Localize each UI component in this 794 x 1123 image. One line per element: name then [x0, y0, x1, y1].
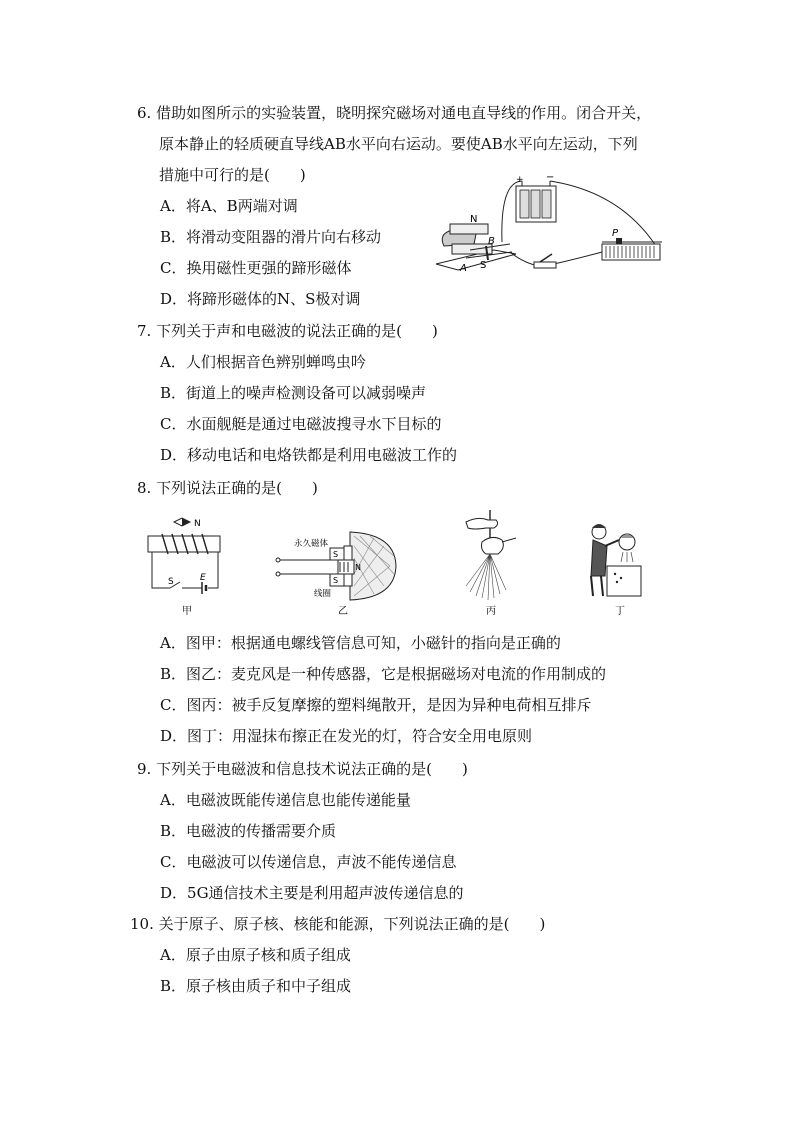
question-7-option-d: D．移动电话和电烙铁都是利用电磁波工作的: [160, 446, 458, 464]
question-9-option-d: D．5G通信技术主要是利用超声波传递信息的: [160, 884, 464, 902]
question-6-line-3: 措施中可行的是( ): [159, 166, 306, 184]
b-end-label: B: [488, 236, 495, 247]
figure-ding-wiping-lamp: [585, 516, 645, 620]
question-6-apparatus-figure: [430, 172, 680, 277]
yi-magnet-label: 永久磁体: [294, 539, 329, 549]
question-8-option-a: A．图甲：根据通电螺线管信息可知，小磁针的指向是正确的: [160, 634, 561, 652]
plus-label: +: [516, 175, 524, 185]
question-8-option-b: B．图乙：麦克风是一种传感器，它是根据磁场对电流的作用制成的: [160, 665, 607, 683]
jia-s-label: S: [168, 577, 174, 587]
yi-n-mid: N: [355, 563, 361, 572]
minus-label: −: [546, 172, 555, 183]
question-10-stem: 10. 关于原子、原子核、核能和能源，下列说法正确的是( ): [130, 915, 546, 933]
question-6-option-c: C．换用磁性更强的蹄形磁体: [160, 259, 352, 277]
question-7-option-a: A．人们根据音色辨别蝉鸣虫吟: [160, 353, 366, 371]
question-7-option-c: C．水面舰艇是通过电磁波搜寻水下目标的: [160, 415, 442, 433]
question-9-option-a: A．电磁波既能传递信息也能传递能量: [160, 791, 411, 809]
n-pole-label: N: [470, 214, 478, 225]
figure-bing-plastic-rope: [460, 506, 520, 620]
question-10-option-b: B．原子核由质子和中子组成: [160, 977, 352, 995]
jia-n-label: N: [194, 519, 201, 529]
yi-s-bottom: S: [333, 576, 339, 585]
question-7-option-b: B．街道上的噪声检测设备可以减弱噪声: [160, 384, 427, 402]
question-8-option-c: C．图丙：被手反复摩擦的塑料绳散开，是因为异种电荷相互排斥: [160, 696, 592, 714]
question-8-option-d: D．图丁：用湿抹布擦正在发光的灯，符合安全用电原则: [160, 727, 533, 745]
question-8-stem: 8. 下列说法正确的是( ): [137, 479, 318, 497]
yi-s-top: S: [333, 550, 339, 559]
question-9-stem: 9. 下列关于电磁波和信息技术说法正确的是( ): [137, 760, 468, 778]
question-6-option-a: A．将A、B两端对调: [160, 197, 298, 215]
bing-caption: 丙: [486, 606, 496, 617]
question-6-line-1: 6. 借助如图所示的实验装置，晓明探究磁场对通电直导线的作用。闭合开关，: [137, 104, 652, 122]
question-9-option-c: C．电磁波可以传递信息，声波不能传递信息: [160, 853, 457, 871]
question-6-line-2: 原本静止的轻质硬直导线AB水平向右运动。要使AB水平向左运动，下列: [159, 135, 638, 153]
a-end-label: A: [460, 263, 467, 274]
question-9-option-b: B．电磁波的传播需要介质: [160, 822, 337, 840]
p-slider-label: P: [612, 228, 619, 239]
jia-e-label: E: [200, 573, 206, 583]
question-6-option-b: B．将滑动变阻器的滑片向右移动: [160, 228, 382, 246]
jia-caption: 甲: [182, 606, 192, 617]
yi-coil-label: 线圈: [314, 589, 332, 599]
question-7-stem: 7. 下列关于声和电磁波的说法正确的是( ): [137, 322, 438, 340]
yi-caption: 乙: [338, 606, 348, 617]
ding-caption: 丁: [615, 606, 625, 617]
s-pole-label: S: [480, 260, 487, 271]
question-10-option-a: A．原子由原子核和质子组成: [160, 946, 351, 964]
question-6-option-d: D．将蹄形磁体的N、S极对调: [160, 290, 361, 308]
figure-jia-solenoid: [140, 512, 235, 620]
figure-yi-microphone: [270, 526, 405, 620]
